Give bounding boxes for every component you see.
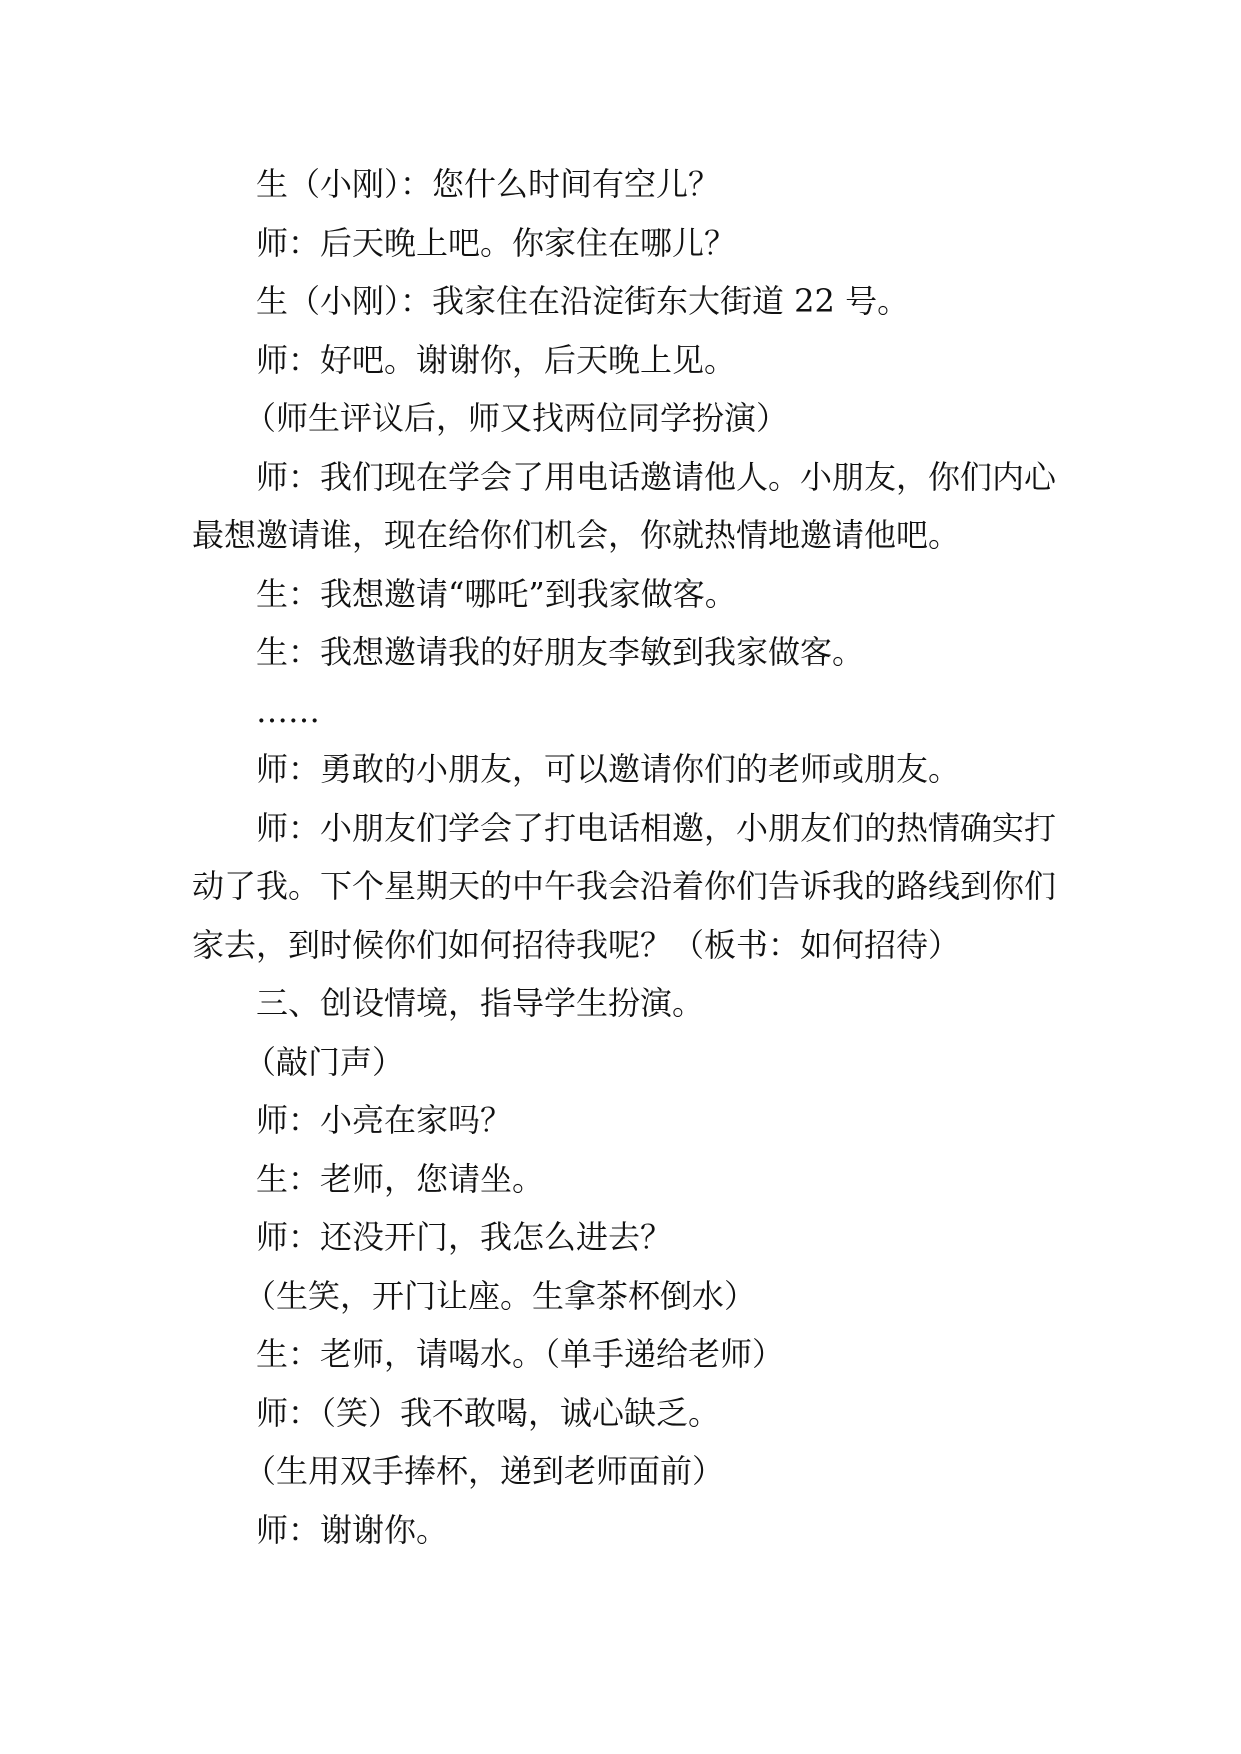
dialogue-line-11: 生：老师，您请坐。 — [256, 1159, 545, 1198]
dialogue-line-12: 师：还没开门，我怎么进去？ — [256, 1218, 673, 1256]
dialogue-line-7: 生：我想邀请我的好朋友李敏到我家做客。 — [256, 633, 865, 671]
dialogue-line-9: 师：小朋友们学会了打电话相邀，小朋友们的热情确实打动了我。下个星期天的中午我会沿着你们告诉我的路线到你们家去，到时候你们如何招待我呢？（板书：如何招待） — [192, 808, 1057, 964]
document-body — [192, 155, 1072, 1559]
ellipsis: …… — [256, 691, 320, 730]
dialogue-line-6: 生：我想邀请“哪吒”到我家做客。 — [256, 574, 737, 613]
stage-direction-2: （敲门声） — [244, 1042, 405, 1081]
dialogue-line-8: 师：勇敢的小朋友，可以邀请你们的老师或朋友。 — [256, 750, 961, 788]
stage-direction-3: （生笑，开门让座。生拿茶杯倒水） — [244, 1276, 757, 1315]
section-heading: 三、创设情境，指导学生扮演。 — [256, 984, 705, 1022]
dialogue-line-15: 师：谢谢你。 — [256, 1510, 449, 1549]
dialogue-line-14: 师：（笑）我不敢喝，诚心缺乏。 — [256, 1393, 721, 1432]
dialogue-line-5: 师：我们现在学会了用电话邀请他人。小朋友，你们内心最想邀请谁，现在给你们机会，你就热情地邀请他吧。 — [192, 457, 1057, 554]
stage-direction-4: （生用双手捧杯，递到老师面前） — [244, 1452, 725, 1490]
dialogue-line-10: 师：小亮在家吗？ — [256, 1101, 513, 1139]
dialogue-line-2: 师：后天晚上吧。你家住在哪儿？ — [256, 223, 737, 262]
dialogue-line-4: 师：好吧。谢谢你，后天晚上见。 — [256, 340, 737, 379]
dialogue-line-13: 生：老师，请喝水。（单手递给老师） — [256, 1335, 785, 1373]
dialogue-line-1: 生（小刚）：您什么时间有空儿？ — [256, 165, 721, 203]
dialogue-line-3: 生（小刚）：我家住在沿淀街东大街道 22 号。 — [256, 282, 910, 320]
stage-direction-1: （师生评议后，师又找两位同学扮演） — [244, 399, 789, 437]
